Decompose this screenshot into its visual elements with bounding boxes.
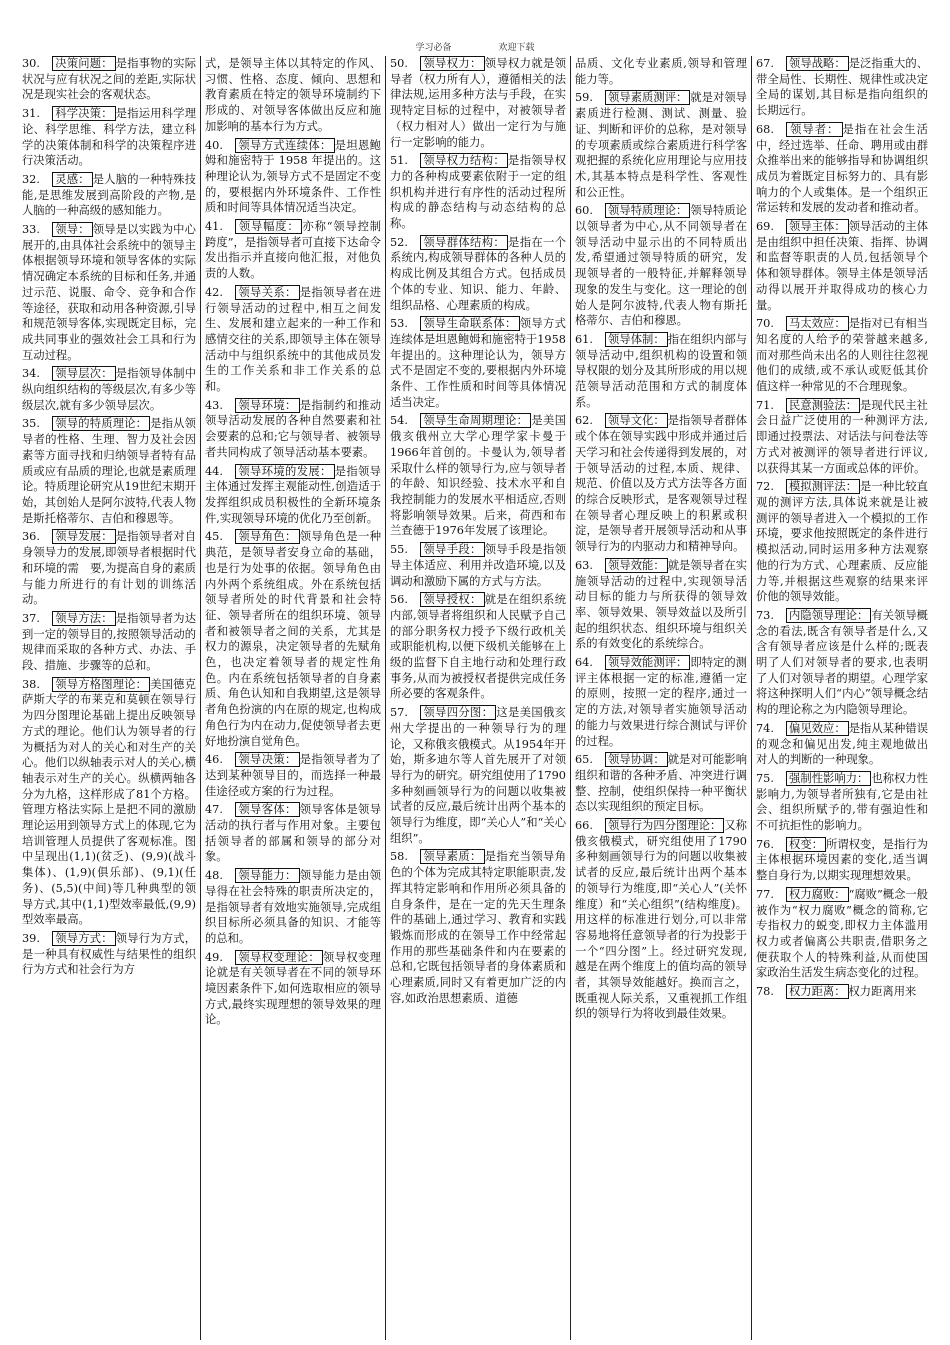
entry-number: 40. <box>205 138 223 152</box>
entry-number: 34. <box>22 367 40 381</box>
entry-definition: 是指从领导者的性格、生理、智力及社会因素等方面寻找和归纳领导者特有品质或应有品质的理论,也就是素质理论。特质理论研究从19世纪末期开始，其创始人是阿尔波特,代表人物是斯托格蒂尔、吉伯和穆恩等。 <box>22 417 196 525</box>
entry-definition: 也称权力性影响力,为领导者所独有,它是由社会、组织所赋予的,带有强迫性和不可抗拒性的影响力。 <box>756 771 928 833</box>
entry-definition: 就是对领导素质进行检测、测试、测量、验证、判断和评价的总称，是对领导的专项素质或综合素质进行科学客观把握的系统化应用理论与应用技术,其基本特点是科学性、客观性和公正性。 <box>575 91 747 199</box>
entry-number: 72. <box>756 480 774 494</box>
entry-number: 78. <box>756 985 774 999</box>
entry-definition: 领导角色是一种典范，是领导者安身立命的基础，也是行为处事的依据。领导角色由内外两个系统组成。外在系统包括领导者所处的时代背景和社会特征、领导者所在的组织环境、领导者和被领导者之间的关系，尤其是权力的源泉，决定领导者的先赋角色，也决定着领导者的规定性角色。内在系统包括领导者的自身素质、角色认知和自我期望,这是领导者角色扮演的内在原的规定,也构成角色行为内在动力,促使领导者去更好地扮演自觉角色。 <box>205 530 381 748</box>
entry-term: 领导的特质理论： <box>52 416 150 431</box>
glossary-entry <box>390 56 566 150</box>
entry-definition: 是指运用科学理论、科学思维、科学方法，建立科学的决策体制和科学的决策程序进行决策活动。 <box>22 107 196 168</box>
entry-term: 领导授权： <box>420 592 485 607</box>
entry-number: 51. <box>390 154 408 168</box>
glossary-entry <box>22 416 196 526</box>
glossary-entry <box>205 868 381 947</box>
glossary-entry <box>205 950 381 1029</box>
entry-number: 31. <box>22 107 40 121</box>
glossary-entry <box>22 56 196 103</box>
entry-number: 68. <box>756 122 774 136</box>
glossary-entry <box>756 608 928 718</box>
entry-definition: 领导手段是指领导主体适应、利用并改造环境,以及调动和激励下属的方式与方法。 <box>390 543 566 588</box>
glossary-entry <box>205 56 381 135</box>
column-1 <box>18 56 201 1340</box>
entry-number: 53. <box>390 317 408 331</box>
entry-definition: 是美国俄亥俄州立大学心理学家卡曼于1966年首创的。卡曼认为,领导者采取什么样的领导行为,应与领导者的年龄、知识经验、技术水平和自我控制能力的发展水平相适应,否则将影响领导效果。后来，荷西和布兰查德于1976年发展了该理论。 <box>390 414 566 538</box>
glossary-entry <box>205 802 381 865</box>
entry-definition: 是指在社会生活中，经过选举、任命、聘用或由群众推举出来的能够指导和协调组织成员为着既定目标努力的、具有影响力的个人或集体。是一个组织正常运转和发展的发动者和推动者。 <box>756 122 928 215</box>
glossary-entry <box>756 721 928 768</box>
entry-term: 领导客体： <box>235 802 300 817</box>
entry-number: 41. <box>205 220 223 234</box>
entry-number: 73. <box>756 608 774 622</box>
entry-definition: 是指领导主体通过发挥主观能动性,创造适于发挥组织成员积极性的全新环境条件,实现领导环境的优化乃至创新。 <box>205 464 381 525</box>
entry-term: 领导生命联系体： <box>420 316 520 331</box>
entry-term: 领导方式连续体： <box>235 138 335 153</box>
entry-number: 33. <box>22 223 40 237</box>
glossary-entry <box>390 153 566 232</box>
entry-definition: 又称俄亥俄模式，研究组使用了1790多种刻画领导行为的问题以收集被试者的反应,最后统计出两个基本的领导行为维度,即“关心人”(关怀维度）和“关心组织”(结构维度)。用这样的标准进行划分,可以非常容易地将任意领导者的行为投影于一个“四分图”上。经过研究发现,越是在两个维度上的值均高的领导者，其领导效能越好。换而言之，既重视人际关系，又重视抓工作组织的领导行为将收到最佳效果。 <box>575 819 747 1021</box>
entry-definition: 美国德克萨斯大学的布莱克和莫顿在领导行为四分图理论基础上提出反映领导方式的理论。他们认为领导者的行为概括为对人的关心和对生产的关心。他们以纵轴表示对人的关心,横轴表示对生产的关心。纵横两轴各分为九格，这样形成了81个方格。管理方格法实际上是把不同的激励理论运用到领导方式上的体现,它为培训管理人员提供了客观标准。图中呈现出(1,1)(贫乏)、(9,9)(战斗集体)、(1,9)(俱乐部)、(9,1)(任务)、(5,5)(中间)等几种典型的领导方式,其中(1,1)型效率最低,(9,9)型效率最高。 <box>22 677 196 927</box>
glossary-entry <box>390 235 566 314</box>
entry-number: 64. <box>575 656 593 670</box>
entry-definition: 是指领导体制中纵向组织结构的等级层次,有多少等级层次,就有多少领导层次。 <box>22 367 196 412</box>
entry-definition: 这是美国俄亥州大学提出的一种领导行为的理论，又称俄亥俄模式。从1954年开始，斯多迪尔等人首先展开了对领导行为的研究。研究组使用了1790多种刻画领导行为的问题以收集被试者的反应,最后统计出两个基本的领导行为维度，即“关心人”和“关心组织”。 <box>390 706 566 845</box>
entry-number: 49. <box>205 950 223 964</box>
glossary-entry <box>575 655 747 749</box>
entry-definition: 所谓权变，是指行为主体根据环境因素的变化,适当调整自身行为,以期实现理想效果。 <box>756 837 928 883</box>
entry-term: 灵感： <box>52 172 93 187</box>
glossary-entry <box>390 413 566 539</box>
entry-definition: 领导是以实践为中心展开的,由具体社会系统中的领导主体根据领导环境和领导客体的实际情况确定本系统的目标和任务,并通过示范、说服、命令、竞争和合作等途径，获取和动用各种资源,引导和规范领导客体,实现既定目标，完成共同事业的强效社会工具和行为互动过程。 <box>22 223 196 362</box>
entry-number: 48. <box>205 869 223 883</box>
glossary-entry <box>756 316 928 395</box>
column-2 <box>201 56 386 1340</box>
entry-definition: 是现代民主社会日益广泛使用的一种测评方法,即通过投票法、对话法与问卷法等方式对被测评的领导者进行评议,以获得其某一方面或总体的评价。 <box>756 398 928 475</box>
glossary-entry <box>205 219 381 282</box>
glossary-entry <box>756 219 928 313</box>
entry-number: 54. <box>390 414 408 428</box>
glossary-entry <box>22 222 196 363</box>
glossary-entry <box>575 558 747 652</box>
column-5 <box>752 56 932 1340</box>
entry-term: 领导权变理论： <box>235 950 323 965</box>
entry-number: 44. <box>205 464 223 478</box>
glossary-entry <box>756 479 928 605</box>
entry-definition: 是指领导者群体或个体在领导实践中形成并通过后天学习和社会传递得到发展的，对于领导活动的过程,本质、规律、规范、价值以及方式方法等各方面的综合反映形式，是客观领导过程在领导者心理反映上的积累或积淀，是领导者开展领导活动和从事领导行为的内驱动力和精神导向。 <box>575 414 747 554</box>
glossary-entry <box>205 285 381 395</box>
glossary-entry <box>390 592 566 702</box>
glossary-entry <box>575 413 747 554</box>
entry-term: 领导发展： <box>52 529 116 544</box>
entry-number: 38. <box>22 677 40 691</box>
entry-definition: 即特定的测评主体根据一定的标准,遵循一定的原则，按照一定的程序,通过一定的方法,对领导者实施领导活动的能力与效果进行综合测试与评价的过程。 <box>575 656 747 748</box>
entry-term: 领导能力： <box>235 868 300 883</box>
page-header <box>0 40 950 53</box>
entry-number: 58. <box>390 850 408 864</box>
entry-number: 50. <box>390 57 408 70</box>
entry-definition: 式，是领导主体以其特定的作风、习惯、性格、态度、倾向、思想和教育素质在特定的领导环境制约下形成的、对领导客体做出反应和施加影响的基本行为方式。 <box>205 57 381 133</box>
entry-term: 偏见效应： <box>786 721 849 736</box>
header-left-text: 学习必备 <box>415 43 452 53</box>
glossary-entry <box>575 56 747 87</box>
entry-term: 领导方式： <box>52 931 116 946</box>
entry-number: 30. <box>22 57 40 70</box>
glossary-entry <box>756 122 928 216</box>
entry-term: 马太效应： <box>786 316 849 331</box>
entry-number: 74. <box>756 721 774 735</box>
glossary-entry <box>22 366 196 413</box>
entry-term: 领导幅度： <box>235 219 302 234</box>
entry-term: 权力腐败： <box>786 887 849 902</box>
entry-term: 领导环境： <box>235 398 300 413</box>
entry-definition: 是指领导者在进行领导活动的过程中,相互之间发生、发展和建立起来的一种工作和感情交往的关系,即领导主体在领导活动中与组织系统中的其他成员发生的工作关系和非工作关系的总和。 <box>205 285 381 394</box>
entry-definition: 是一种比较直观的测评方法,具体说来就是让被测评的领导者进入一个模拟的工作环境，要求他按照既定的条件进行模拟活动,同时运用多种方法观察他的行为方式、心理素质、反应能力等,并根据这些观察的结果来评价他的领导效能。 <box>756 480 928 604</box>
entry-definition: “腐败”概念一般被作为“权力腐败”概念的简称,它专指权力的蜕变,即权力主体滥用权力或者偏离公共职责,借职务之便获取个人的特殊利益,从而使国家政治生活发生病态变化的过程。 <box>756 887 928 980</box>
glossary-entry <box>575 90 747 200</box>
entry-term: 领导生命周期理论： <box>420 413 531 428</box>
entry-number: 65. <box>575 753 593 767</box>
entry-term: 科学决策： <box>52 106 116 121</box>
entry-definition: 领导活动的主体是由组织中担任决策、指挥、协调和监督等职责的人员,包括领导个体和领导群体。领导主体是领导活动得以展开并取得成功的核心力量。 <box>756 220 928 312</box>
entry-number: 62. <box>575 414 593 428</box>
entry-term: 领导方法： <box>52 611 116 626</box>
glossary-entry <box>575 203 747 329</box>
glossary-entry <box>205 398 381 461</box>
entry-number: 56. <box>390 593 408 607</box>
entry-definition: 指在组织内部与领导活动中,组织机构的设置和领导权限的划分及其所形成的用以规范领导活动范围和方式的制度体系。 <box>575 332 747 409</box>
glossary-entry <box>390 316 566 410</box>
entry-definition: 领导能力是由领导得在社会特殊的职责所决定的，是指领导者有效地实施领导,完成组织目标所必须具备的知识、才能等的总和。 <box>205 869 381 945</box>
entry-definition: 领导特质论以领导者为中心,从不同领导者在领导活动中显示出的不同特质出发,希望通过领导特质的研究，发现领导者的一般特征,并解释领导现象的发生与变化。这一理论的创始人是阿尔波特,代表人物有斯托格蒂尔、吉伯和穆恩。 <box>575 204 747 328</box>
entry-definition: 领导权变理论就是有关领导者在不同的领导环境因素条件下,如何选取相应的领导方式,最终实现理想的领导效果的理论。 <box>205 950 381 1027</box>
entry-number: 67. <box>756 57 774 70</box>
glossary-entry <box>575 752 747 815</box>
entry-definition: 有关领导概念的看法,既含有领导者是什么,又含有领导者应该是什么样的;既表明了人们对领导者的要求,也表明了人们对领导者的期望。心理学家将这种探明人们“内心”领导概念结构的理论称之为内隐领导理论。 <box>756 608 928 717</box>
entry-number: 71. <box>756 398 774 412</box>
entry-term: 领导素质： <box>420 849 485 864</box>
header-right-text: 欢迎下载 <box>498 43 535 53</box>
entry-number: 47. <box>205 803 223 817</box>
entry-term: 领导者： <box>786 122 843 137</box>
entry-number: 70. <box>756 317 774 331</box>
glossary-entry <box>22 172 196 219</box>
entry-number: 61. <box>575 332 593 346</box>
glossary-entry <box>22 106 196 169</box>
entry-term: 领导手段： <box>420 542 485 557</box>
entry-number: 59. <box>575 91 593 105</box>
glossary-entry <box>575 818 747 1022</box>
entry-definition: 是指在一个系统内,构成领导群体的各种人员的构成比例及其组合方式。包括成员个体的专业、知识、能力、年龄、组织品格、心理素质的构成。 <box>390 235 566 312</box>
entry-definition: 是指领导权力的各种构成要素依附于一定的组织机构并进行有序性的活动过程所构成的静态结构与动态结构的总称。 <box>390 154 566 231</box>
entry-definition: 领导权力就是领导者（权力所有人），遵循相关的法律法规,运用多种方法与手段，在实现特定目标的过程中，对被领导者（权力相对人）做出一定行为与施行一定影响的能力。 <box>390 57 566 149</box>
glossary-entry <box>22 677 196 928</box>
entry-term: 领导方格图理论： <box>52 677 150 692</box>
entry-definition: 是泛指重大的、带全局性、长期性、规律性或决定全局的谋划,其目标是指向组织的长期远行。 <box>756 57 928 118</box>
entry-definition: 权力距离用来 <box>848 985 917 999</box>
entry-term: 领导主体： <box>786 219 849 234</box>
entry-term: 领导战略： <box>786 56 849 71</box>
entry-definition: 是指对已有相当知名度的人给予的荣誉越来越多,而对那些尚未出名的人则往往忽视他们的成绩,或不承认或贬低其价值这样一种常见的不合理现象。 <box>756 317 928 394</box>
entry-definition: 领导客体是领导活动的执行者与作用对象。主要包括领导者的部属和领导的部分对象。 <box>205 803 381 864</box>
entry-term: 领导权力： <box>420 56 485 71</box>
entry-definition: 是指充当领导角色的个体为完成其特定职能职责,发挥其特定影响和作用所必须具备的自身条件，是在一定的先天生理条件的基础上,通过学习、教育和实践锻炼而形成的在领导工作中经常起作用的那些基础条件和内在要素的总和,它既包括领导者的身体素质和心理素质,同时又有着更加广泛的内容,如政治思想素质、道德 <box>390 850 566 1005</box>
entry-number: 39. <box>22 931 40 945</box>
entry-number: 52. <box>390 235 408 249</box>
entry-term: 领导权力结构： <box>420 153 508 168</box>
column-3 <box>386 56 571 1340</box>
glossary-entry <box>22 931 196 978</box>
glossary-entry <box>390 705 566 846</box>
entry-number: 42. <box>205 285 223 299</box>
entry-term: 领导层次： <box>52 366 116 381</box>
entry-definition: 是坦恩鲍姆和施密特于 1958 年提出的。这种理论认为,领导方式不是固定不变的，要根据内外环境条件、工作性质和时间等具体情况适当决定。 <box>205 138 381 215</box>
entry-term: 领导效能： <box>605 558 668 573</box>
entry-term: 领导群体结构： <box>420 235 508 250</box>
entry-term: 领导行为四分图理论： <box>605 818 724 833</box>
entry-term: 领导素质测评： <box>605 90 690 105</box>
entry-term: 领导四分图： <box>420 705 496 720</box>
entry-definition: 是指制约和推动领导活动发展的各种自然要素和社会要素的总和;它与领导者、被领导者共同构成了领导活动基本要素。 <box>205 398 381 459</box>
glossary-entry <box>205 752 381 799</box>
entry-term: 内隐领导理论： <box>786 608 871 623</box>
entry-term: 领导角色： <box>235 529 300 544</box>
glossary-entry <box>22 529 196 608</box>
entry-definition: 是指领导者为达到一定的领导目的,按照领导活动的规律而采取的各种方式、办法、手段、措施、步骤等的总和。 <box>22 611 196 673</box>
glossary-entry <box>205 464 381 527</box>
entry-term: 领导： <box>52 222 93 237</box>
entry-definition: 就是对可能影响组织和谐的各种矛盾、冲突进行调整、控制，使组织保持一种平衡状态以实现组织的预定目标。 <box>575 753 747 814</box>
entry-term: 强制性影响力： <box>786 771 871 786</box>
glossary-entry <box>575 332 747 411</box>
entry-term: 领导决策： <box>235 752 300 767</box>
entry-term: 模拟测评法： <box>786 479 860 494</box>
entry-definition: 是人脑的一种特殊技能,是思维发展到高阶段的产物,是人脑的一种高级的感知能力。 <box>22 172 196 218</box>
glossary-entry <box>756 837 928 884</box>
entry-number: 37. <box>22 611 40 625</box>
entry-number: 63. <box>575 558 593 572</box>
entry-number: 32. <box>22 172 40 186</box>
entry-definition: 是指事物的实际状况与应有状况之间的差距,实际状况是现实社会的客观状态。 <box>22 57 196 102</box>
entry-term: 决策问题： <box>52 56 116 71</box>
entry-definition: 就是在组织系统内部,领导者将组织和人民赋予自己的部分职务权力授予下级行政机关或职能机构,以便下级机关能够在上级的监督下自主地行动和处理行政事务,从而为被授权者提供完成任务所必要的客观条件。 <box>390 593 566 701</box>
entry-definition: 是指从某种错误的观念和偏见出发,纯主观地做出对人的判断的一种现象。 <box>756 721 928 767</box>
glossary-page <box>18 56 932 1340</box>
entry-number: 35. <box>22 417 40 431</box>
glossary-entry <box>22 611 196 674</box>
entry-number: 76. <box>756 837 774 851</box>
glossary-entry <box>756 771 928 834</box>
glossary-entry <box>756 398 928 477</box>
entry-term: 领导关系： <box>235 285 300 300</box>
entry-term: 领导协调： <box>605 752 668 767</box>
entry-number: 46. <box>205 753 223 767</box>
entry-number: 69. <box>756 220 774 234</box>
entry-number: 77. <box>756 887 774 901</box>
entry-definition: 亦称“领导控制跨度”，是指领导者可直接下达命令发出指示并直接向他汇报，对他负责的人数。 <box>205 220 381 281</box>
entry-number: 75. <box>756 771 774 785</box>
glossary-entry <box>756 56 928 119</box>
entry-number: 43. <box>205 398 223 412</box>
glossary-entry <box>756 887 928 981</box>
entry-number: 60. <box>575 204 593 218</box>
entry-definition: 品质、文化专业素质,领导和管理能力等。 <box>575 57 747 86</box>
column-4 <box>571 56 752 1340</box>
entry-term: 权力距离： <box>786 984 849 999</box>
glossary-entry <box>756 984 928 1000</box>
glossary-entry <box>205 529 381 749</box>
entry-definition: 是指领导者为了达到某种领导目的，而选择一种最佳途径或方案的行为过程。 <box>205 753 381 798</box>
entry-definition: 就是领导者在实施领导活动的过程中,实现领导活动目标的能力与所获得的领导效率、领导效果、领导效益以及所引起的组织状态、组织环境与组织关系的有效变化的系统综合。 <box>575 558 747 651</box>
glossary-entry <box>390 849 566 1006</box>
entry-term: 领导文化： <box>605 413 668 428</box>
entry-number: 45. <box>205 530 223 544</box>
entry-term: 领导特质理论： <box>605 203 690 218</box>
entry-definition: 领导行为方式，是一种具有权威性与结果性的组织行为方式和社会行为方 <box>22 931 196 977</box>
entry-term: 民意测验法： <box>786 398 860 413</box>
entry-definition: 是指领导者对自身领导力的发展,即领导者根据时代和环境的需 要,为提高自身的素质与能力所进行的有计划的训练活动。 <box>22 530 196 607</box>
glossary-entry <box>205 138 381 217</box>
entry-number: 66. <box>575 819 593 833</box>
entry-number: 57. <box>390 706 408 720</box>
entry-term: 领导体制： <box>605 332 668 347</box>
entry-number: 55. <box>390 543 408 557</box>
entry-term: 权变： <box>786 837 826 852</box>
entry-number: 36. <box>22 530 40 544</box>
glossary-entry <box>390 542 566 589</box>
entry-term: 领导环境的发展： <box>235 464 335 479</box>
entry-term: 领导效能测评： <box>605 655 690 670</box>
entry-definition: 领导方式连续体是坦恩鲍姆和施密特于1958年提出的。这种理论认为，领导方式不是固定不变的,要根据内外环境条件、工作性质和时间等具体情况适当决定。 <box>390 317 566 409</box>
